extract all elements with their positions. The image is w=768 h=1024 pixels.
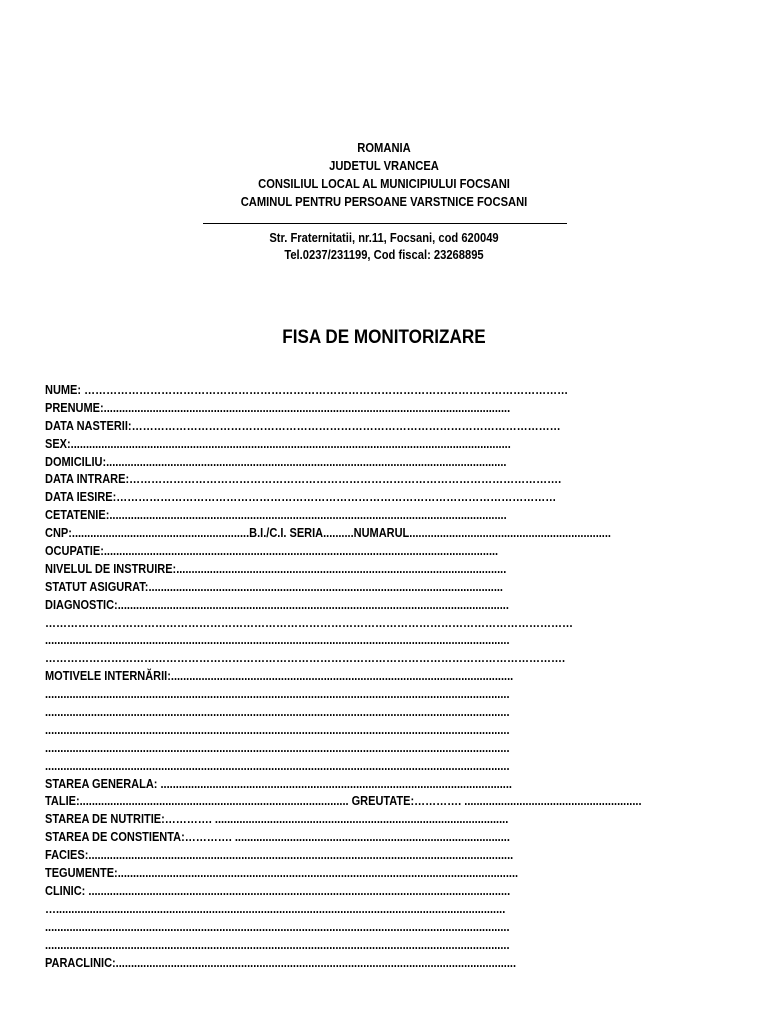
form-field-row (45, 382, 720, 400)
form-field-text: CLINIC: .......................................................................................................................................... (45, 883, 511, 898)
form-field-text: CNP:..........................................................B.I./C.I. SERIA..........NUMARUL.................................................................. (45, 526, 611, 541)
form-field-row (45, 543, 720, 561)
form-field-text: PRENUME:..................................................................................................................................... (45, 400, 511, 415)
form-field-text: ........................................................................................................................................................ (45, 919, 510, 934)
form-field-text: DATA NASTERII:……………………………………………………………………………………………………… (45, 418, 561, 433)
form-field-text: CETATENIE:.................................................................................................................................. (45, 508, 507, 523)
form-field-row (45, 400, 720, 418)
form-field-text: ……………………………………………………………………………………………………………………………… (45, 615, 573, 630)
address-line: Str. Fraternitatii, nr.11, Focsani, cod 620049 (269, 230, 499, 245)
form-field-row (45, 811, 720, 829)
form-field-text: FACIES:........................................................................................................................................... (45, 848, 514, 863)
form-field-row (45, 847, 720, 865)
header-divider (203, 223, 567, 224)
form-field-text: TEGUMENTE:................................................................................................................................... (45, 866, 519, 881)
form-field-text: SEX:................................................................................................................................................ (45, 436, 511, 451)
form-field-text: ........................................................................................................................................................ (45, 633, 510, 648)
form-field-row (45, 937, 720, 955)
form-field-row (45, 615, 720, 633)
form-field-text: PARACLINIC:................................................................................................................................... (45, 955, 517, 970)
form-field-text: DATA IESIRE:………………………………………………………………………………………………………… (45, 490, 557, 505)
form-field-row (45, 829, 720, 847)
form-field-text: NUME: …………………………………………………………………………………………………………………… (45, 383, 569, 397)
form-field-text: DOMICILIU:................................................................................................................................... (45, 454, 507, 469)
form-field-row (45, 471, 720, 489)
form-field-row (45, 668, 720, 686)
address-block (0, 229, 768, 263)
form-field-text: ........................................................................................................................................................ (45, 687, 510, 702)
form-field-row (45, 758, 720, 776)
form-field-text: MOTIVELE INTERNĂRII:................................................................................................................ (45, 669, 514, 684)
institution-header (0, 139, 768, 211)
form-field-text: STAREA DE CONSTIENTA:…………. .......................................................................................... (45, 830, 510, 845)
form-field-row (45, 525, 720, 543)
form-field-row (45, 901, 720, 919)
form-field-row (45, 793, 720, 811)
form-field-text: ........................................................................................................................................................ (45, 722, 510, 737)
form-field-row (45, 436, 720, 454)
form-field-row (45, 919, 720, 937)
form-field-text: ........................................................................................................................................................ (45, 758, 510, 773)
header-county: JUDETUL VRANCEA (329, 158, 439, 173)
form-field-row (45, 740, 720, 758)
form-field-row (45, 686, 720, 704)
form-field-row (45, 722, 720, 740)
form-field-text: TALIE:........................................................................................ GREUTATE:…………. .......................................................... (45, 794, 642, 809)
form-field-text: STAREA DE NUTRITIE:…………. ................................................................................................ (45, 812, 509, 827)
form-field-text: STATUT ASIGURAT:.................................................................................................................... (45, 579, 503, 594)
form-field-row (45, 704, 720, 722)
form-field-text: DIAGNOSTIC:................................................................................................................................ (45, 597, 509, 612)
form-field-row (45, 632, 720, 650)
form-field-row (45, 883, 720, 901)
form-field-row (45, 597, 720, 615)
form-field-row (45, 955, 720, 973)
form-field-row (45, 561, 720, 579)
monitoring-form (45, 382, 720, 972)
document-title (0, 327, 768, 349)
form-field-row (45, 865, 720, 883)
form-field-text: STAREA GENERALA: ................................................................................................................... (45, 776, 512, 791)
form-field-row (45, 418, 720, 436)
form-field-text: ........................................................................................................................................................ (45, 705, 510, 720)
form-field-row (45, 650, 720, 668)
form-field-text: DATA INTRARE:………………………………………………………………………………………………………. (45, 472, 562, 487)
header-institution: CAMINUL PENTRU PERSOANE VARSTNICE FOCSANI (240, 194, 528, 209)
form-field-row (45, 507, 720, 525)
form-field-row (45, 489, 720, 507)
document-title-text: FISA DE MONITORIZARE (282, 327, 486, 348)
form-field-text: ……………………………………………………………………………………………………………………………. (45, 651, 566, 666)
form-field-text: …................................................................................................................................................... (45, 901, 506, 916)
form-field-text: ........................................................................................................................................................ (45, 740, 510, 755)
form-field-text: OCUPATIE:................................................................................................................................. (45, 544, 499, 559)
form-field-row (45, 776, 720, 794)
form-field-text: ........................................................................................................................................................ (45, 937, 510, 952)
form-field-row (45, 579, 720, 597)
form-field-text: NIVELUL DE INSTRUIRE:............................................................................................................ (45, 561, 507, 576)
form-field-row (45, 454, 720, 472)
header-council: CONSILIUL LOCAL AL MUNICIPIULUI FOCSANI (258, 176, 510, 191)
contact-line: Tel.0237/231199, Cod fiscal: 23268895 (284, 247, 484, 262)
header-country: ROMANIA (357, 140, 411, 155)
